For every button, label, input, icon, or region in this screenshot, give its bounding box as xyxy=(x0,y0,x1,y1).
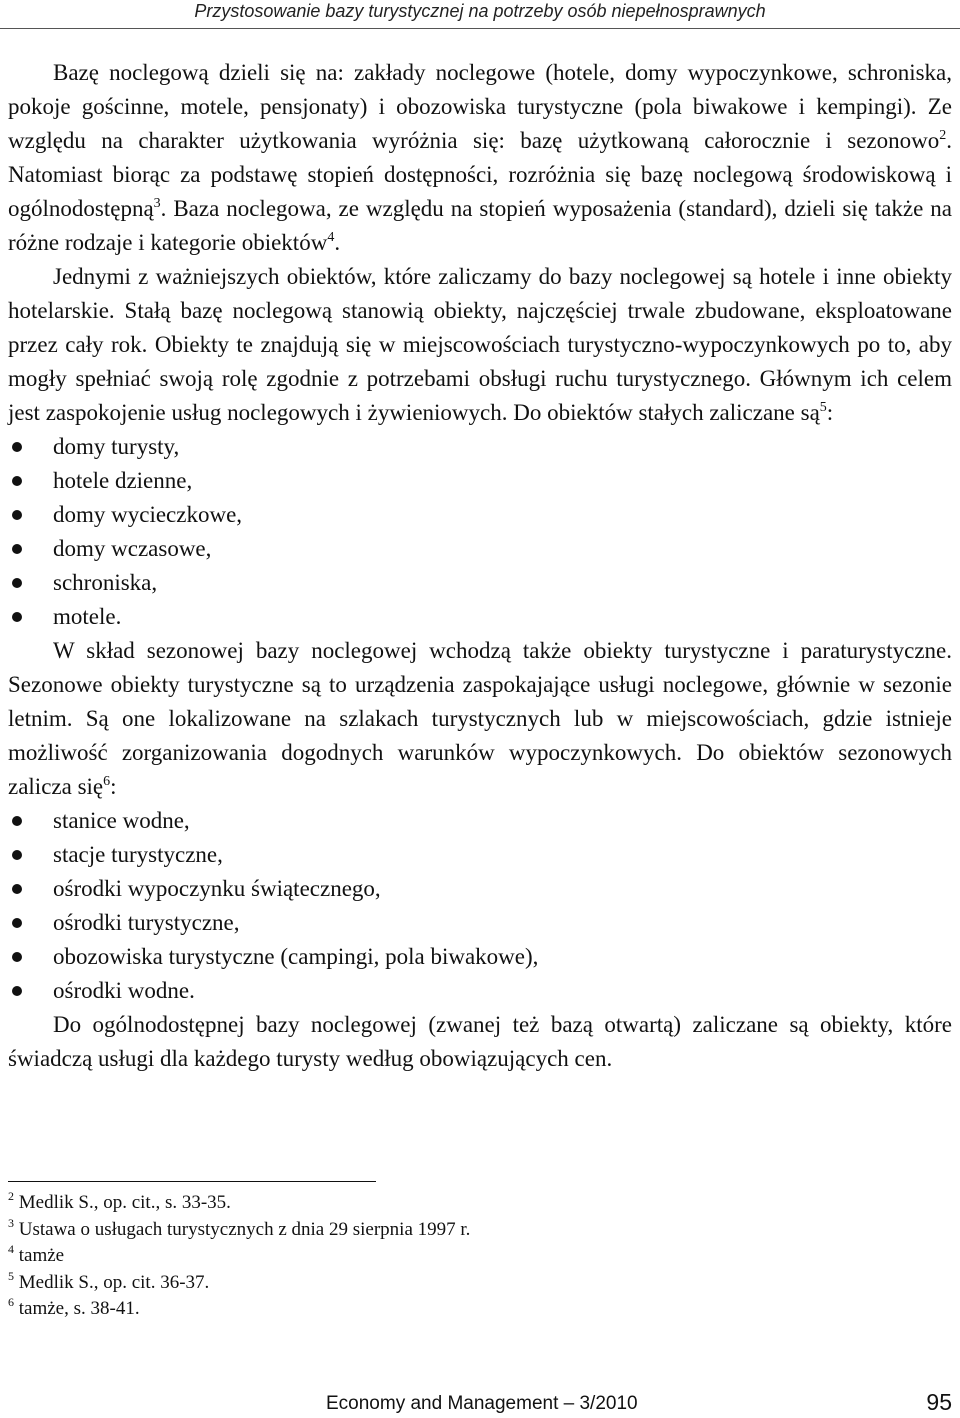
list-item-text: obozowiska turystyczne (campingi, pola biwakowe), xyxy=(53,944,539,969)
list-item xyxy=(8,498,952,532)
list-item xyxy=(8,974,952,1008)
footnote-text: tamże, s. 38-41. xyxy=(18,1298,140,1319)
list-item-text: motele. xyxy=(53,604,122,629)
footnote xyxy=(8,1243,952,1270)
bullet-icon xyxy=(12,850,22,860)
footnote-number: 2 xyxy=(8,1189,14,1203)
list-item-text: ośrodki wypoczynku świątecznego, xyxy=(53,876,381,901)
footnote-number: 6 xyxy=(8,1295,14,1309)
footnote-text: Ustawa o usługach turystycznych z dnia 29 sierpnia 1997 r. xyxy=(18,1218,471,1240)
list-item-text: hotele dzienne, xyxy=(53,468,193,493)
list-item xyxy=(8,872,952,906)
list-item-text: domy wczasowe, xyxy=(53,536,212,561)
footnote-ref-5: 5 xyxy=(819,400,827,415)
bullet-icon xyxy=(12,476,22,486)
footnote xyxy=(8,1217,952,1244)
paragraph-3-text-b: : xyxy=(110,774,117,799)
footnote-separator xyxy=(8,1181,376,1182)
bullet-icon xyxy=(12,510,22,520)
paragraph-1-text-c: . Baza noclegowa, ze względu na stopień wyposażenia (standard), dzieli się także na różne rodzaje i kategorie obiektów xyxy=(8,196,952,255)
body-text xyxy=(8,56,952,1076)
footnote xyxy=(8,1270,952,1297)
paragraph-1-text-a: Bazę noclegową dzieli się na: zakłady noclegowe (hotele, domy wypoczynkowe, schroniska, pokoje gościnne, motele, pensjonaty) i obozowiska turystyczne (pola biwakowe i kempingi). Ze względu na charakter użytkowania wyróżnia się: bazę użytkowaną całorocznie i sezonowo xyxy=(8,60,952,153)
footnote-text: tamże xyxy=(18,1245,65,1266)
bullet-icon xyxy=(12,612,22,622)
list-item xyxy=(8,430,952,464)
paragraph-1 xyxy=(8,56,952,260)
footnote-ref-6: 6 xyxy=(103,774,111,789)
permanent-facilities-list xyxy=(8,430,952,634)
bullet-icon xyxy=(12,918,22,928)
seasonal-facilities-list xyxy=(8,804,952,1008)
footnote-number: 4 xyxy=(8,1242,14,1256)
list-item-text: stacje turystyczne, xyxy=(53,842,223,867)
bullet-icon xyxy=(12,986,22,996)
list-item xyxy=(8,838,952,872)
footnote-text: Medlik S., op. cit., s. 33-35. xyxy=(18,1192,231,1213)
paragraph-4: Do ogólnodostępnej bazy noclegowej (zwanej też bazą otwartą) zaliczane są obiekty, które świadczą usługi dla każdego turysty według obowiązujących cen. xyxy=(8,1012,952,1071)
list-item-text: ośrodki wodne. xyxy=(53,978,195,1003)
list-item-text: ośrodki turystyczne, xyxy=(53,910,240,935)
list-item xyxy=(8,600,952,634)
footnote xyxy=(8,1190,952,1217)
paragraph-2-text-a: Jednymi z ważniejszych obiektów, które zaliczamy do bazy noclegowej są hotele i inne obiekty hotelarskie. Stałą bazę noclegową stanowią obiekty, najczęściej trwale zbudowane, eksploatowane przez cały rok. Obiekty te znajdują się w miejscowościach turystyczno-wypoczynkowych po to, aby mogły spełniać swoją rolę zgodnie z potrzebami obsługi ruchu turystycznego. Głównym ich celem jest zaspokojenie usług noclegowych i żywieniowych. Do obiektów stałych zaliczane są xyxy=(8,264,952,425)
list-item xyxy=(8,464,952,498)
footnote-ref-4: 4 xyxy=(327,230,335,245)
list-item-text: schroniska, xyxy=(53,570,158,595)
paragraph-3-text-a: W skład sezonowej bazy noclegowej wchodzą także obiekty turystyczne i paraturystyczne. Sezonowe obiekty turystyczne są to urządzenia zaspokajające usługi noclegowe, głównie w sezonie letnim. Są one lokalizowane na szlakach turystycznych lub w miejscowościach, gdzie istnieje możliwość zorganizowania dogodnych warunków wypoczynkowych. Do obiektów sezonowych zalicza się xyxy=(8,638,952,799)
bullet-icon xyxy=(12,884,22,894)
footnote-number: 3 xyxy=(8,1215,14,1230)
list-item xyxy=(8,906,952,940)
bullet-icon xyxy=(12,578,22,588)
footnote-ref-2: 2 xyxy=(939,128,947,143)
footnotes xyxy=(8,1190,952,1323)
running-footer: Economy and Management – 3/2010 xyxy=(326,1393,638,1414)
footnote-ref-3: 3 xyxy=(153,196,161,211)
running-header: Przystosowanie bazy turystycznej na potrzeby osób niepełnosprawnych xyxy=(0,0,960,29)
list-item-text: domy wycieczkowe, xyxy=(53,502,243,527)
bullet-icon xyxy=(12,952,22,962)
bullet-icon xyxy=(12,816,22,826)
page-number: 95 xyxy=(926,1389,952,1415)
paragraph-1-text-d: . xyxy=(334,230,341,255)
list-item xyxy=(8,940,952,974)
paragraph-2-text-b: : xyxy=(826,400,834,425)
footnote-number: 5 xyxy=(8,1268,14,1283)
paragraph-2 xyxy=(8,260,952,430)
paragraph-3 xyxy=(8,634,952,804)
list-item-text: domy turysty, xyxy=(53,434,180,459)
list-item xyxy=(8,804,952,838)
bullet-icon xyxy=(12,442,22,452)
list-item xyxy=(8,566,952,600)
list-item-text: stanice wodne, xyxy=(53,808,190,833)
list-item xyxy=(8,532,952,566)
footnote xyxy=(8,1296,952,1323)
bullet-icon xyxy=(12,544,22,554)
paragraph-1-text-b: . Natomiast biorąc za podstawę stopień dostępności, rozróżnia się bazę noclegową środowiskową i ogólnodostępną xyxy=(8,128,952,221)
footnote-text: Medlik S., op. cit. 36-37. xyxy=(18,1271,210,1293)
